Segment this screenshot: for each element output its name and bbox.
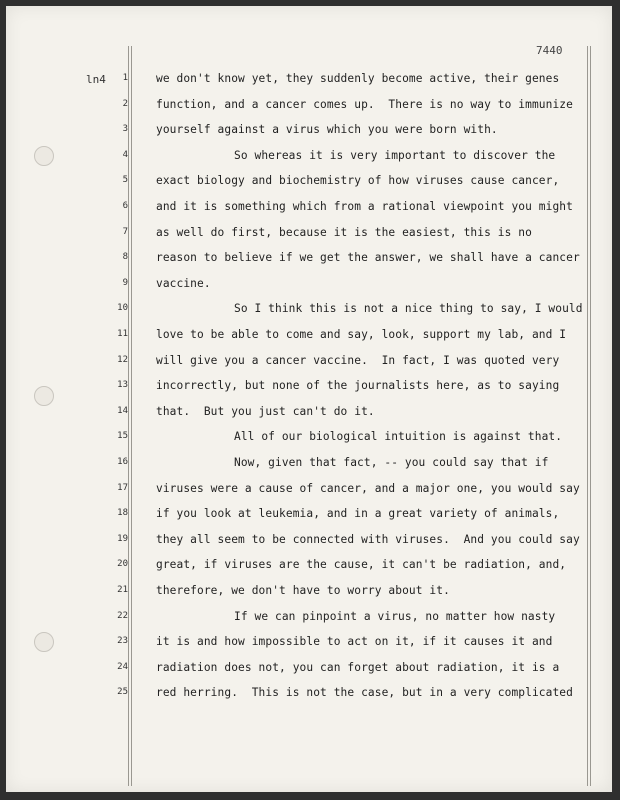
transcript-line: viruses were a cause of cancer, and a major one, you would say — [156, 481, 580, 495]
binder-hole — [34, 146, 54, 166]
line-number: 17 — [117, 482, 128, 493]
line-number: 9 — [122, 277, 128, 288]
line-number: 4 — [122, 149, 128, 160]
line-number: 8 — [122, 252, 128, 263]
transcript-line: therefore, we don't have to worry about it. — [156, 584, 450, 597]
transcript-line: exact biology and biochemistry of how viruses cause cancer, — [156, 174, 560, 188]
line-number: 24 — [117, 661, 128, 672]
line-number: 6 — [122, 201, 128, 211]
transcript-line: that. But you just can't do it. — [156, 404, 375, 418]
line-number: 5 — [122, 175, 128, 186]
transcript-line: So I think this is not a nice thing to say, I would — [234, 302, 583, 316]
line-number: 11 — [117, 329, 128, 339]
right-margin-rule — [587, 46, 588, 786]
line-number: 12 — [117, 354, 128, 365]
transcript-line: if you look at leukemia, and in a great variety of animals, — [156, 507, 560, 521]
transcript-line: will give you a cancer vaccine. In fact, I was quoted very — [156, 353, 560, 367]
transcript-line: So whereas it is very important to discover the — [234, 148, 556, 162]
line-number: 18 — [117, 508, 128, 519]
transcript-line: All of our biological intuition is against that. — [234, 430, 563, 444]
transcript-line: Now, given that fact, -- you could say that if — [234, 456, 549, 469]
binder-hole — [34, 386, 54, 406]
transcript-line: we don't know yet, they suddenly become active, their genes — [156, 72, 560, 85]
transcript-line: radiation does not, you can forget about radiation, it is a — [156, 660, 560, 674]
transcript-line: red herring. This is not the case, but in a very complicated — [156, 686, 573, 700]
page-number: 7440 — [536, 44, 563, 57]
transcript-line: they all seem to be connected with viruses. And you could say — [156, 532, 580, 546]
line-number: 20 — [117, 559, 128, 570]
transcript-line: it is and how impossible to act on it, if it causes it and — [156, 635, 553, 649]
line-number: 23 — [117, 636, 128, 647]
transcript-line: reason to believe if we get the answer, we shall have a cancer — [156, 251, 580, 265]
transcript-line: function, and a cancer comes up. There is no way to immunize — [156, 97, 573, 111]
line-number: 19 — [117, 533, 128, 544]
line-number: 1 — [122, 73, 128, 83]
transcript-line: incorrectly, but none of the journalists here, as to saying — [156, 379, 560, 393]
transcript-line: and it is something which from a rational viewpoint you might — [156, 200, 573, 213]
transcript-line: great, if viruses are the cause, it can't be radiation, and, — [156, 558, 567, 572]
line-number: 22 — [117, 610, 128, 621]
transcript-line: vaccine. — [156, 276, 211, 290]
right-margin-rule — [590, 46, 591, 786]
line-number: 21 — [117, 585, 128, 595]
transcript-line: yourself against a virus which you were born with. — [156, 123, 498, 137]
left-margin-rule — [128, 46, 129, 786]
transcript-line: love to be able to come and say, look, support my lab, and I — [156, 328, 567, 341]
line-number: 14 — [117, 405, 128, 416]
binder-hole — [34, 632, 54, 652]
transcript-line: as well do first, because it is the easiest, this is no — [156, 225, 532, 239]
line-number: 10 — [117, 303, 128, 314]
line-number: 2 — [122, 98, 128, 109]
transcript-page — [6, 6, 612, 792]
line-number: 13 — [117, 380, 128, 391]
line-number: 3 — [122, 124, 128, 135]
line-number: 16 — [117, 457, 128, 467]
left-margin-rule — [131, 46, 132, 786]
transcript-line: If we can pinpoint a virus, no matter how nasty — [234, 609, 556, 623]
margin-marker: ln4 — [86, 73, 106, 86]
line-number: 25 — [117, 687, 128, 698]
line-number: 15 — [117, 431, 128, 442]
line-number: 7 — [122, 226, 128, 237]
